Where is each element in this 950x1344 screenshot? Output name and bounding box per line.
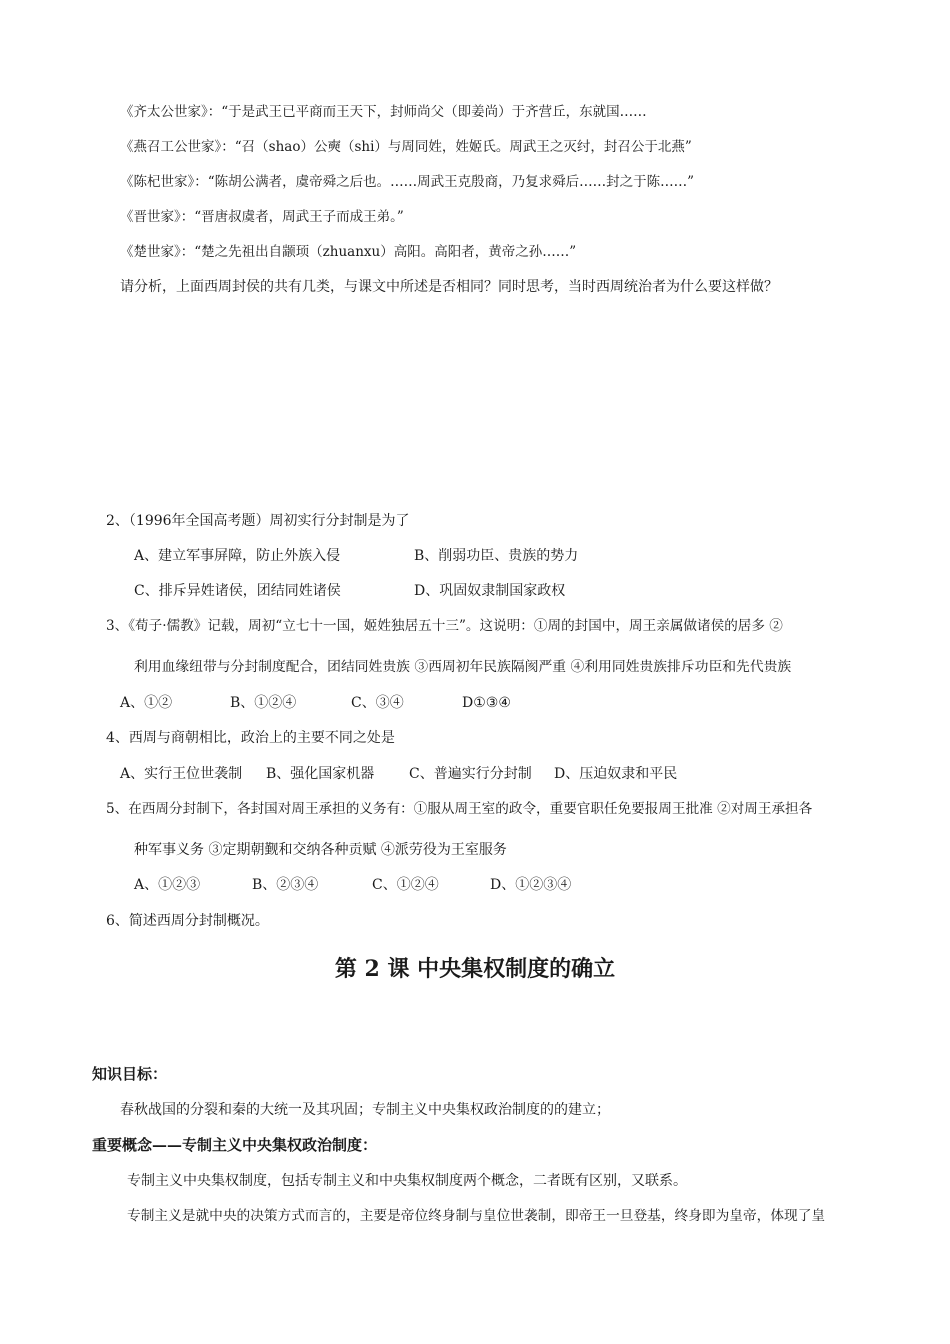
question-4-option-c: C、普遍实行分封制 <box>409 766 532 782</box>
question-4-option-d: D、压迫奴隶和平民 <box>554 766 678 782</box>
question-2-option-a: A、建立军事屏障，防止外族入侵 <box>134 548 341 564</box>
question-2-option-d: D、巩固奴隶制国家政权 <box>414 583 566 599</box>
knowledge-heading: 知识目标： <box>92 1065 168 1083</box>
quote-jin: 《晋世家》：“晋唐叔虞者，周武王子而成王弟。” <box>120 209 404 225</box>
quote-chu: 《楚世家》：“楚之先祖出自颛顼（zhuanxu）高阳。高阳者，黄帝之孙……” <box>120 244 577 260</box>
question-3-option-c: C、③④ <box>351 695 404 711</box>
question-5-option-a: A、①②③ <box>134 877 201 893</box>
question-3-stem-line1: 3、《荀子·儒教》记载，周初“立七十一国，姬姓独居五十三”。这说明：①周的封国中，周王亲属做诸侯的居多 ② <box>106 618 783 634</box>
question-3-option-d: D①③④ <box>462 695 511 711</box>
question-2-stem: 2、（1996年全国高考题）周初实行分封制是为了 <box>106 513 410 529</box>
question-5-stem-line2: 种军事义务 ③定期朝觐和交纳各种贡赋 ④派劳役为王室服务 <box>134 842 507 858</box>
question-4-stem: 4、西周与商朝相比，政治上的主要不同之处是 <box>106 730 395 746</box>
concept-heading: 重要概念——专制主义中央集权政治制度： <box>92 1136 378 1154</box>
question-4-option-a: A、实行王位世袭制 <box>120 766 243 782</box>
question-5-option-c: C、①②④ <box>372 877 439 893</box>
question-4-option-b: B、强化国家机器 <box>266 766 375 782</box>
question-5-option-d: D、①②③④ <box>490 877 572 893</box>
analysis-prompt: 请分析，上面西周封侯的共有几类，与课文中所述是否相同？同时思考，当时西周统治者为什么要这样做？ <box>120 279 778 295</box>
knowledge-text: 春秋战国的分裂和秦的大统一及其巩固；专制主义中央集权政治制度的的建立； <box>120 1102 610 1118</box>
lesson-title: 第 2 课 中央集权制度的确立 <box>334 956 616 982</box>
concept-paragraph-2: 专制主义是就中央的决策方式而言的，主要是帝位终身制与皇位世袭制，即帝王一旦登基，终身即为皇帝，体现了皇 <box>127 1208 826 1224</box>
question-3-stem-line2: 利用血缘纽带与分封制度配合，团结同姓贵族 ③西周初年民族隔阂严重 ④利用同姓贵族排斥功臣和先代贵族 <box>134 659 792 675</box>
question-3-option-b: B、①②④ <box>230 695 297 711</box>
concept-paragraph-1: 专制主义中央集权制度，包括专制主义和中央集权制度两个概念，二者既有区别，又联系。 <box>127 1173 687 1189</box>
quote-qi: 《齐太公世家》：“于是武王已平商而王天下，封师尚父（即姜尚）于齐营丘，东就国…… <box>120 104 647 120</box>
quote-chen: 《陈杞世家》：“陈胡公满者，虞帝舜之后也。……周武王克殷商，乃复求舜后……封之于陈……” <box>120 174 695 190</box>
question-6-stem: 6、简述西周分封制概况。 <box>106 913 269 929</box>
question-2-option-b: B、削弱功臣、贵族的势力 <box>414 548 579 564</box>
question-5-option-b: B、②③④ <box>252 877 319 893</box>
question-3-option-a: A、①② <box>120 695 173 711</box>
question-5-stem-line1: 5、在西周分封制下，各封国对周王承担的义务有：①服从周王室的政令，重要官职任免要报周王批准 ②对周王承担各 <box>106 801 813 817</box>
question-2-option-c: C、排斥异姓诸侯，团结同姓诸侯 <box>134 583 341 599</box>
quote-yan: 《燕召工公世家》：“召（shao）公奭（shi）与周同姓，姓姬氏。周武王之灭纣，封召公于北燕” <box>120 139 692 155</box>
